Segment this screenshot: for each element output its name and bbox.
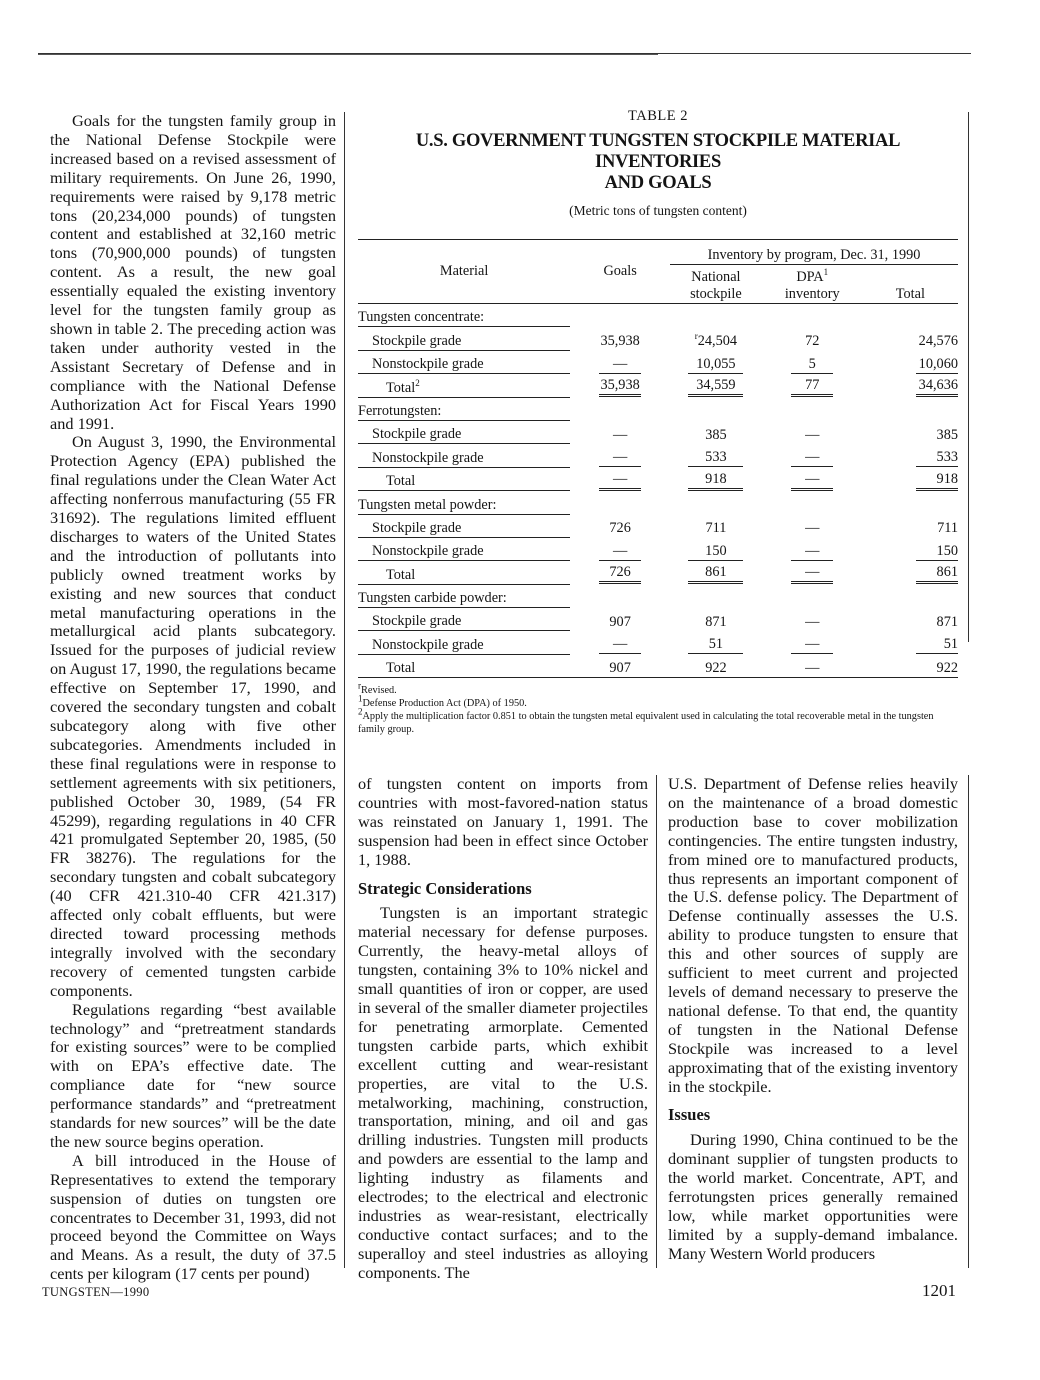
header-national-stockpile: National stockpile [670, 265, 762, 304]
header-goals: Goals [570, 240, 670, 304]
table-footnotes [358, 680, 958, 736]
page-number: 1201 [922, 1281, 956, 1300]
total-dpa: — [762, 561, 863, 584]
table-row [358, 327, 958, 350]
row-goals: — [570, 350, 670, 373]
row-goals: 907 [609, 613, 631, 630]
section-name: Tungsten metal powder: [358, 491, 570, 514]
row-goals: — [570, 631, 670, 654]
row-total: 385 [936, 426, 958, 443]
row-national: 10,055 [670, 350, 762, 373]
total-national: 861 [670, 561, 762, 584]
total-total: 918 [863, 467, 958, 490]
row-total: 711 [937, 520, 958, 537]
total-goals: 907 [570, 654, 670, 677]
table-body [358, 304, 958, 678]
row-material: Nonstockpile grade [358, 350, 570, 373]
row-national: 385 [705, 426, 727, 443]
section-name: Tungsten concentrate: [358, 304, 570, 327]
table-label: TABLE 2 [628, 108, 688, 124]
left-paragraph-4: A bill introduced in the House of Representatives to extend the temporary suspension of duties on tungsten ore concentrates to December 31, 1993, did not proceed beyond the Committee on Ways and Means. As a result, the duty of 37.5 cents per kilogram (17 cents per pound) [50, 1150, 336, 1284]
row-dpa: — [762, 444, 863, 467]
footnote-1: $^1$Defense Production Act (DPA) of 1950. [358, 693, 527, 710]
row-total: 10,060 [863, 350, 958, 373]
total-goals: 35,938 [570, 374, 670, 397]
row-material: Nonstockpile grade [358, 537, 570, 560]
row-dpa: — [805, 426, 820, 443]
table-row [358, 350, 958, 373]
table-row [358, 444, 958, 467]
row-material: Stockpile grade [358, 514, 570, 537]
table-subtitle: (Metric tons of tungsten content) [569, 203, 747, 218]
table-section-row [358, 491, 958, 514]
table-row [358, 514, 958, 537]
right-column [668, 775, 958, 1264]
row-material: Stockpile grade [358, 327, 570, 350]
column-divider-right [656, 775, 657, 1268]
row-total: 24,576 [918, 333, 958, 350]
row-goals: — [570, 537, 670, 560]
row-dpa: — [805, 613, 820, 630]
row-national: 533 [670, 444, 762, 467]
heading-strategic-considerations: Strategic Considerations [358, 878, 532, 898]
row-national: 51 [670, 631, 762, 654]
row-dpa: — [805, 520, 820, 537]
table-row [358, 631, 958, 654]
section-name: Tungsten carbide powder: [358, 584, 570, 607]
total-total: 34,636 [863, 374, 958, 397]
middle-paragraph-1: of tungsten content on imports from countries with most-favored-nation status was reinstated on January 1, 1991. The suspension had been in effect since October 1, 1988. [358, 774, 648, 869]
row-national: 150 [670, 537, 762, 560]
row-goals: — [570, 444, 670, 467]
footnote-2: $^2$Apply the multiplication factor 0.851 to obtain the tungsten metal equivalent used in calculating the total recoverable metal in the tungsten family group. [358, 706, 934, 736]
middle-column [358, 775, 648, 1283]
table-total-row [358, 654, 958, 677]
total-goals: 726 [570, 561, 670, 584]
column-divider-table-right [968, 112, 969, 642]
total-national: 34,559 [670, 374, 762, 397]
total-total: 922 [863, 654, 958, 677]
table-total-row [358, 561, 958, 584]
total-national: 918 [670, 467, 762, 490]
row-goals: 726 [609, 520, 631, 537]
row-national: 871 [705, 613, 727, 630]
row-material: Nonstockpile grade [358, 631, 570, 654]
table-row [358, 420, 958, 443]
row-dpa: — [762, 631, 863, 654]
running-footer: TUNGSTEN—1990 [42, 1285, 150, 1299]
total-dpa: — [762, 654, 863, 677]
total-goals: — [570, 467, 670, 490]
table-total-row [358, 374, 958, 397]
table-section-row [358, 397, 958, 420]
row-total: 533 [863, 444, 958, 467]
table-section-row [358, 304, 958, 327]
row-goals: — [612, 426, 628, 443]
total-total: 861 [863, 561, 958, 584]
row-dpa: 5 [762, 350, 863, 373]
row-material: Nonstockpile grade [358, 444, 570, 467]
row-national: $^r$24,504 [694, 331, 738, 350]
table-row [358, 608, 958, 631]
total-dpa: 77 [762, 374, 863, 397]
left-paragraph-3: Regulations regarding “best available technology” and “pretreatment standards for existing sources” were to be complied with on EPA’s effective date. The compliance date for “new source performance standards” and “pretreatment standards for new sources” will be the date the new source begins operation. [50, 999, 336, 1151]
row-total: 150 [863, 537, 958, 560]
header-rule [38, 53, 971, 54]
table-section-row [358, 584, 958, 607]
row-material: Stockpile grade [358, 608, 570, 631]
table-total-row [358, 467, 958, 490]
header-dpa-inventory: DPA$^1$ inventory [762, 265, 863, 304]
total-label: Total$^2$ [358, 374, 570, 397]
column-divider-outer [968, 775, 969, 1268]
row-national: 711 [705, 520, 727, 537]
total-label: Total [358, 561, 570, 584]
table-row [358, 537, 958, 560]
row-material: Stockpile grade [358, 420, 570, 443]
left-paragraph-2: On August 3, 1990, the Environmental Protection Agency (EPA) published the final regulations under the Clean Water Act affecting nonferrous manufacturing (55 FR 31692). The regulations limited effluent discharges to waters of the United States and the introduction of pollutants into publicly owned treatment works by existing and new sources that conduct metal manufacturing operations in the metallurgical acid plants subcategory. Issued for the purposes of judicial review on August 17, 1990, the regulations became effective on September 17, 1990, and covered the secondary tungsten and cobalt subcategory along with five other subcategories. Amendments included in these final regulations were in response to settlement agreements with six petitioners, published October 30, 1989, (54 FR 45299), regarding regulations in 40 CFR 421 promulgated September 20, 1985, (50 FR 38276). The regulations for the secondary tungsten and cobalt subcategory (40 CFR 421.310-40 CFR 421.317) affected only cobalt effluents, but were directed toward processing methods integrally involved with the secondary recovery of cemented tungsten carbide components. [50, 432, 336, 1000]
table-title-line1: U.S. GOVERNMENT TUNGSTEN STOCKPILE MATERIAL INVENTORIES [415, 131, 901, 172]
heading-issues: Issues [668, 1105, 711, 1125]
middle-paragraph-2: Tungsten is an important strategic material necessary for defense purposes. Currently, the heavy-metal alloys of tungsten, containing 3% to 10% nickel and small quantities of iron or copper, are used in several of the smaller diameter projectiles for penetrating armorplate. Cemented tungsten carbide parts, which exhibit excellent cutting and wear-resistant properties, are vital to the U.S. metalworking, machining, construction, transportation, mining, and oil and gas drilling industries. Tungsten mill products and powders are essential to the lamp and lighting industry as filaments and electrodes; to the electrical and electronic industries as wear-resistant, electrically conductive contact surfaces; and to the superalloy and steel industries as alloying components. The [358, 903, 648, 1282]
footnote-revised: $^r$Revised. [358, 680, 397, 697]
total-national: 922 [670, 654, 762, 677]
total-dpa: — [762, 467, 863, 490]
total-label: Total [358, 467, 570, 490]
left-column [50, 112, 336, 1284]
right-paragraph-1: U.S. Department of Defense relies heavily on the maintenance of a broad domestic production base to cover mobilization contingencies. The entire tungsten industry, from mined ore to manufactured products, thus represents an important component of the U.S. defense policy. The Department of Defense continually assesses the U.S. ability to produce tungsten to ensure that this and other sources of supply are sufficient to meet current and projected levels of demand necessary to preserve the national defense. To that end, the quantity of tungsten in the National Defense Stockpile was increased to a level approximating that of the existing inventory in the stockpile. [668, 774, 958, 1096]
row-dpa: 72 [805, 333, 820, 350]
total-label: Total [358, 654, 570, 677]
row-dpa: — [762, 537, 863, 560]
table-2 [358, 108, 958, 736]
section-name: Ferrotungsten: [358, 397, 570, 420]
row-total: 51 [863, 631, 958, 654]
table-title-line2: AND GOALS [604, 173, 712, 193]
row-total: 871 [936, 613, 958, 630]
inventory-table [358, 240, 958, 678]
row-goals: 35,938 [600, 333, 640, 350]
header-total: Total [863, 265, 958, 304]
header-material: Material [358, 240, 570, 304]
column-divider-left [344, 112, 345, 1268]
left-paragraph-1: Goals for the tungsten family group in the National Defense Stockpile were increased based on a revised assessment of military requirements. On June 26, 1990, requirements were raised by 9,178 metric tons (20,234,000 pounds) of tungsten content and established at 32,160 metric tons (70,900,000 pounds) of tungsten content. As a result, the new goal essentially equaled the existing inventory level for the tungsten family group as shown in table 2. The preceding action was taken under authority vested in the Assistant Secretary of Defense and in compliance with the National Defense Authorization Act for Fiscal Years 1990 and 1991. [50, 111, 336, 433]
right-paragraph-2: During 1990, China continued to be the dominant supplier of tungsten products to the world market. Concentrate, APT, and ferrotungsten prices generally remained low, while market opportunities were limited by a supply-demand imbalance. Many Western World producers [668, 1130, 958, 1263]
header-inventory-group: Inventory by program, Dec. 31, 1990 [670, 240, 958, 265]
